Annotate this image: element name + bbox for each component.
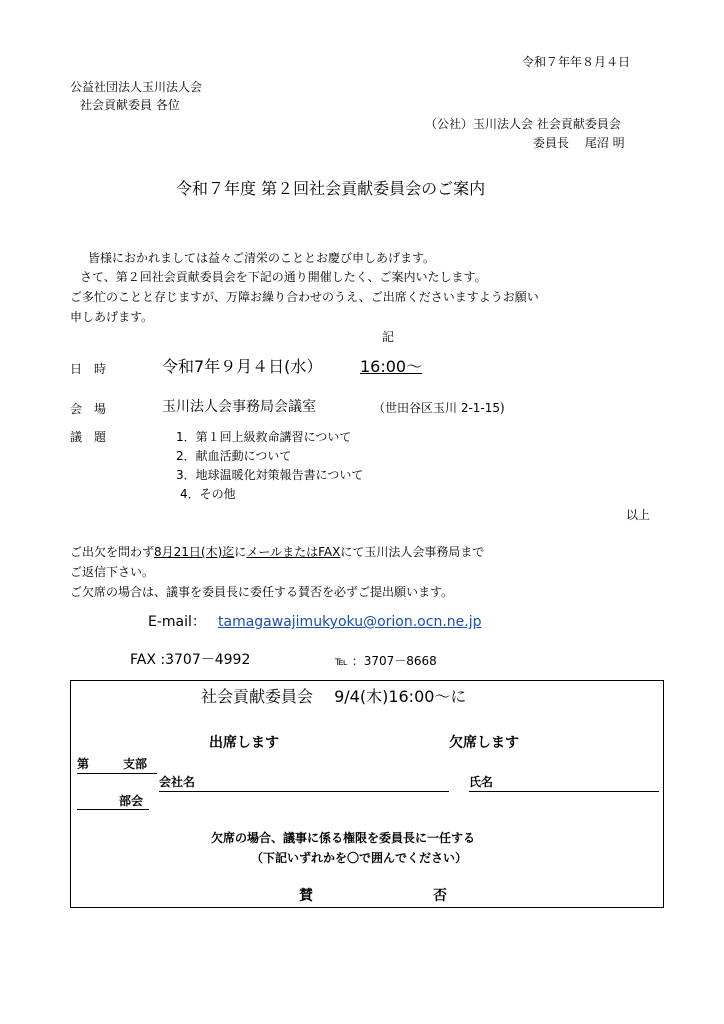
branch-suffix: 支部 [123, 757, 148, 771]
agenda-label: 議 題 [70, 430, 107, 444]
reply-mid: に [234, 545, 247, 559]
company-field[interactable] [159, 791, 449, 792]
ki-heading: 記 [382, 330, 395, 344]
recipient-organization: 公益社団法人玉川法人会 [70, 80, 203, 94]
greeting-paragraph-3: ご多忙のことと存じますが、万障お繰り合わせのうえ、ご出席くださいますようお願い [70, 290, 539, 304]
reply-form [70, 680, 664, 908]
email-link[interactable]: tamagawajimukyoku@orion.ocn.ne.jp [218, 614, 482, 630]
reply-instruction-1 [70, 545, 484, 559]
attend-option[interactable]: 出席します [209, 735, 279, 751]
reply-deadline: 8月21日(木)迄 [154, 545, 235, 559]
form-heading: 社会貢献委員会 9/4(木)16:00～に [201, 687, 467, 706]
greeting-paragraph-2: さて、第２回社会貢献委員会を下記の通り開催したく、ご案内いたします。 [80, 270, 487, 284]
datetime-label: 日 時 [70, 362, 107, 376]
reply-method: メールまたはFAX [246, 545, 341, 559]
agenda-item: 4．その他 [180, 487, 236, 501]
reply-pre: ご出欠を問わず [70, 545, 155, 559]
proxy-instruction-1: 欠席の場合、議事に係る権限を委員長に一任する [211, 831, 476, 845]
agenda-item: 1．第１回上級救命講習について [176, 430, 352, 444]
greeting-paragraph-4: 申しあげます。 [70, 310, 154, 324]
email-label: E-mail： [148, 614, 206, 630]
agenda-item: 3．地球温暖化対策報告書について [176, 468, 364, 482]
approve-option[interactable]: 賛 [299, 888, 313, 904]
venue-address: （世田谷区玉川 2-1-15) [373, 401, 505, 415]
sender-organization: （公社）玉川法人会 社会貢献委員会 [425, 117, 621, 131]
datetime-time: 16:00～ [360, 357, 423, 376]
tel-number: ℡ ：3707－8668 [335, 654, 437, 668]
agenda-item: 2．献血活動について [176, 449, 292, 463]
reply-instruction-2: ご返信下さい。 [70, 565, 155, 579]
greeting-paragraph-1: 皆様におかれましては益々ご清栄のこととお慶び申しあげます。 [88, 251, 436, 265]
name-label: 氏名 [469, 775, 494, 789]
recipient-members: 社会貢献委員 各位 [80, 98, 180, 112]
proxy-instruction-2: （下記いずれかを〇で囲んでください） [251, 851, 468, 865]
venue-label: 会 場 [70, 402, 107, 416]
ijou-closing: 以上 [626, 508, 651, 522]
division-underline[interactable] [77, 809, 149, 810]
branch-underline [77, 773, 157, 774]
company-label: 会社名 [159, 775, 196, 789]
reply-post: にて玉川法人会事務局まで [340, 545, 485, 559]
division-suffix: 部会 [119, 794, 144, 808]
document-date: 令和７年年８月４日 [522, 55, 631, 69]
venue-value: 玉川法人会事務局会議室 [162, 399, 316, 415]
document-title: 令和７年度 第２回社会貢献委員会のご案内 [176, 179, 486, 198]
fax-number: FAX :3707－4992 [130, 652, 251, 668]
absent-option[interactable]: 欠席します [449, 735, 519, 751]
reject-option[interactable]: 否 [433, 888, 447, 904]
branch-prefix: 第 [77, 757, 90, 771]
reply-instruction-3: ご欠席の場合は、議事を委員長に委任する賛否を必ずご提出願います。 [70, 585, 454, 599]
datetime-value: 令和7年９月４日(水） [162, 357, 323, 376]
name-field[interactable] [469, 791, 659, 792]
sender-chairperson: 委員長 尾沼 明 [533, 136, 625, 150]
